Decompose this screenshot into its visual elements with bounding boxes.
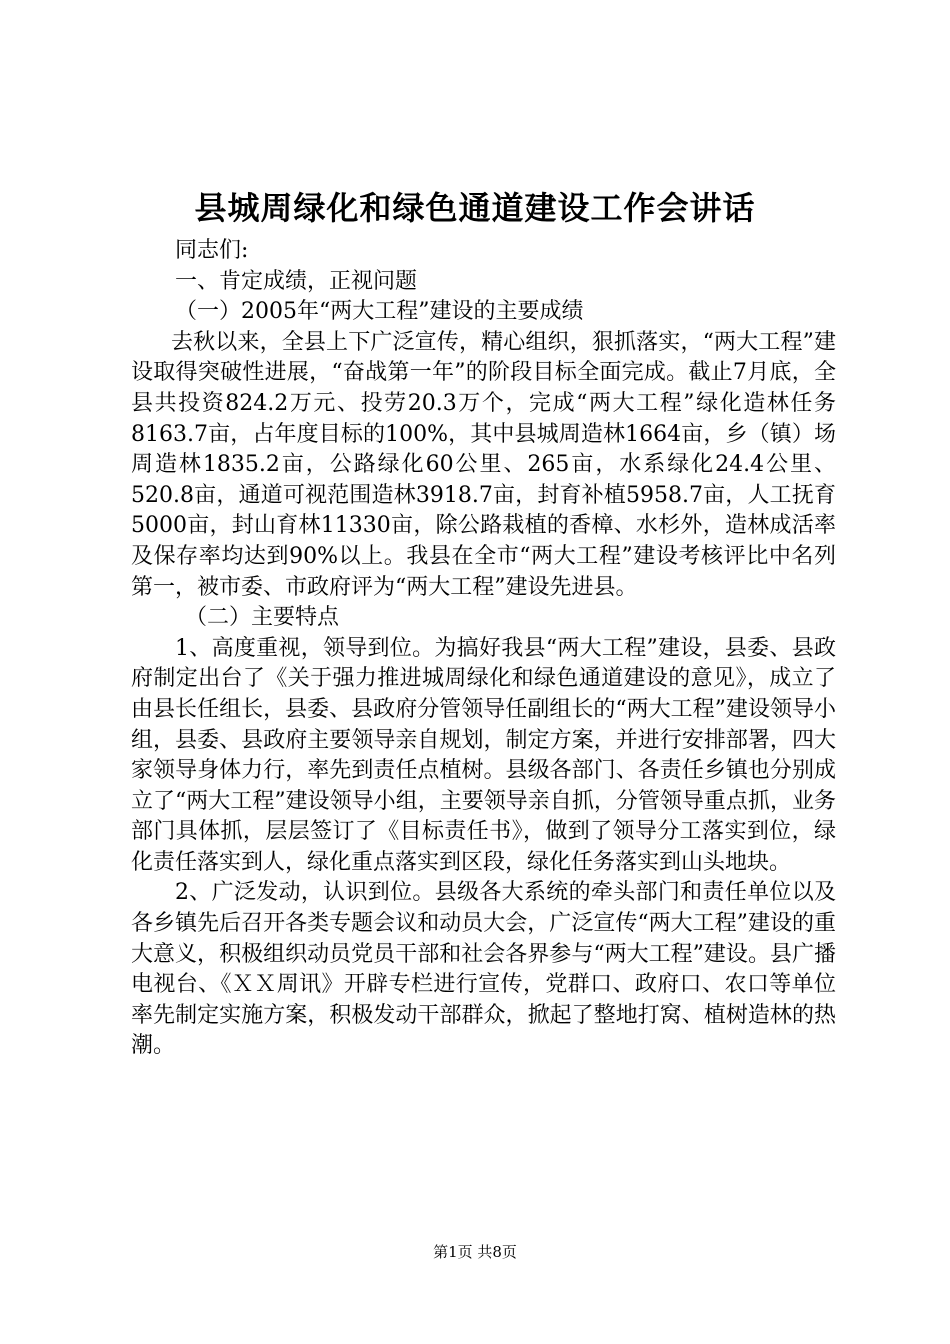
- paragraph: 去秋以来，全县上下广泛宣传，精心组织，狠抓落实，“两大工程”建设取得突破性进展，“奋战第一年”的阶段目标全面完成。截止7月底，全县共投资824.2万元、投劳20.3万个，完成“两大工程”绿化造林任务8163.7亩，占年度目标的100%，其中县城周造林1664亩，乡（镇）场周造林1835.2亩，公路绿化60公里、265亩，水系绿化24.4公里、520.8亩，通道可视范围造林3918.7亩，封育补植5958.7亩，人工抚育5000亩，封山育林11330亩，除公路栽植的香樟、水杉外，造林成活率及保存率均达到90%以上。我县在全市“两大工程”建设考核评比中名列第一，被市委、市政府评为“两大工程”建设先进县。: [131, 329, 836, 600]
- document-title: 县城周绿化和绿色通道建设工作会讲话: [194, 189, 756, 227]
- greeting: 同志们:: [175, 238, 249, 263]
- subsection-heading: （一）2005年“两大工程”建设的主要成绩: [175, 299, 584, 325]
- document-body: [131, 236, 836, 1062]
- paragraph: 2、广泛发动，认识到位。县级各大系统的牵头部门和责任单位以及各乡镇先后召开各类专题会议和动员大会，广泛宣传“两大工程”建设的重大意义，积极组织动员党员干部和社会各界参与“两大工程”建设。县广播电视台、《ＸＸ周讯》开辟专栏进行宣传，党群口、政府口、农口等单位率先制定实施方案，积极发动干部群众，掀起了整地打窝、植树造林的热潮。: [131, 880, 836, 1059]
- section-heading: 一、肯定成绩，正视问题: [175, 268, 418, 294]
- paragraph: 1、高度重视，领导到位。为搞好我县“两大工程”建设，县委、县政府制定出台了《关于强力推进城周绿化和绿色通道建设的意见》，成立了由县长任组长，县委、县政府分管领导任副组长的“两大工程”建设领导小组，县委、县政府主要领导亲自规划，制定方案，并进行安排部署，四大家领导身体力行，率先到责任点植树。县级各部门、各责任乡镇也分别成立了“两大工程”建设领导小组，主要领导亲自抓，分管领导重点抓，业务部门具体抓，层层签订了《目标责任书》，做到了领导分工落实到位，绿化责任落实到人，绿化重点落实到区段，绿化任务落实到山头地块。: [131, 635, 836, 875]
- subsection-heading: （二）主要特点: [185, 605, 340, 631]
- page-number: 第1页 共8页: [433, 1243, 517, 1261]
